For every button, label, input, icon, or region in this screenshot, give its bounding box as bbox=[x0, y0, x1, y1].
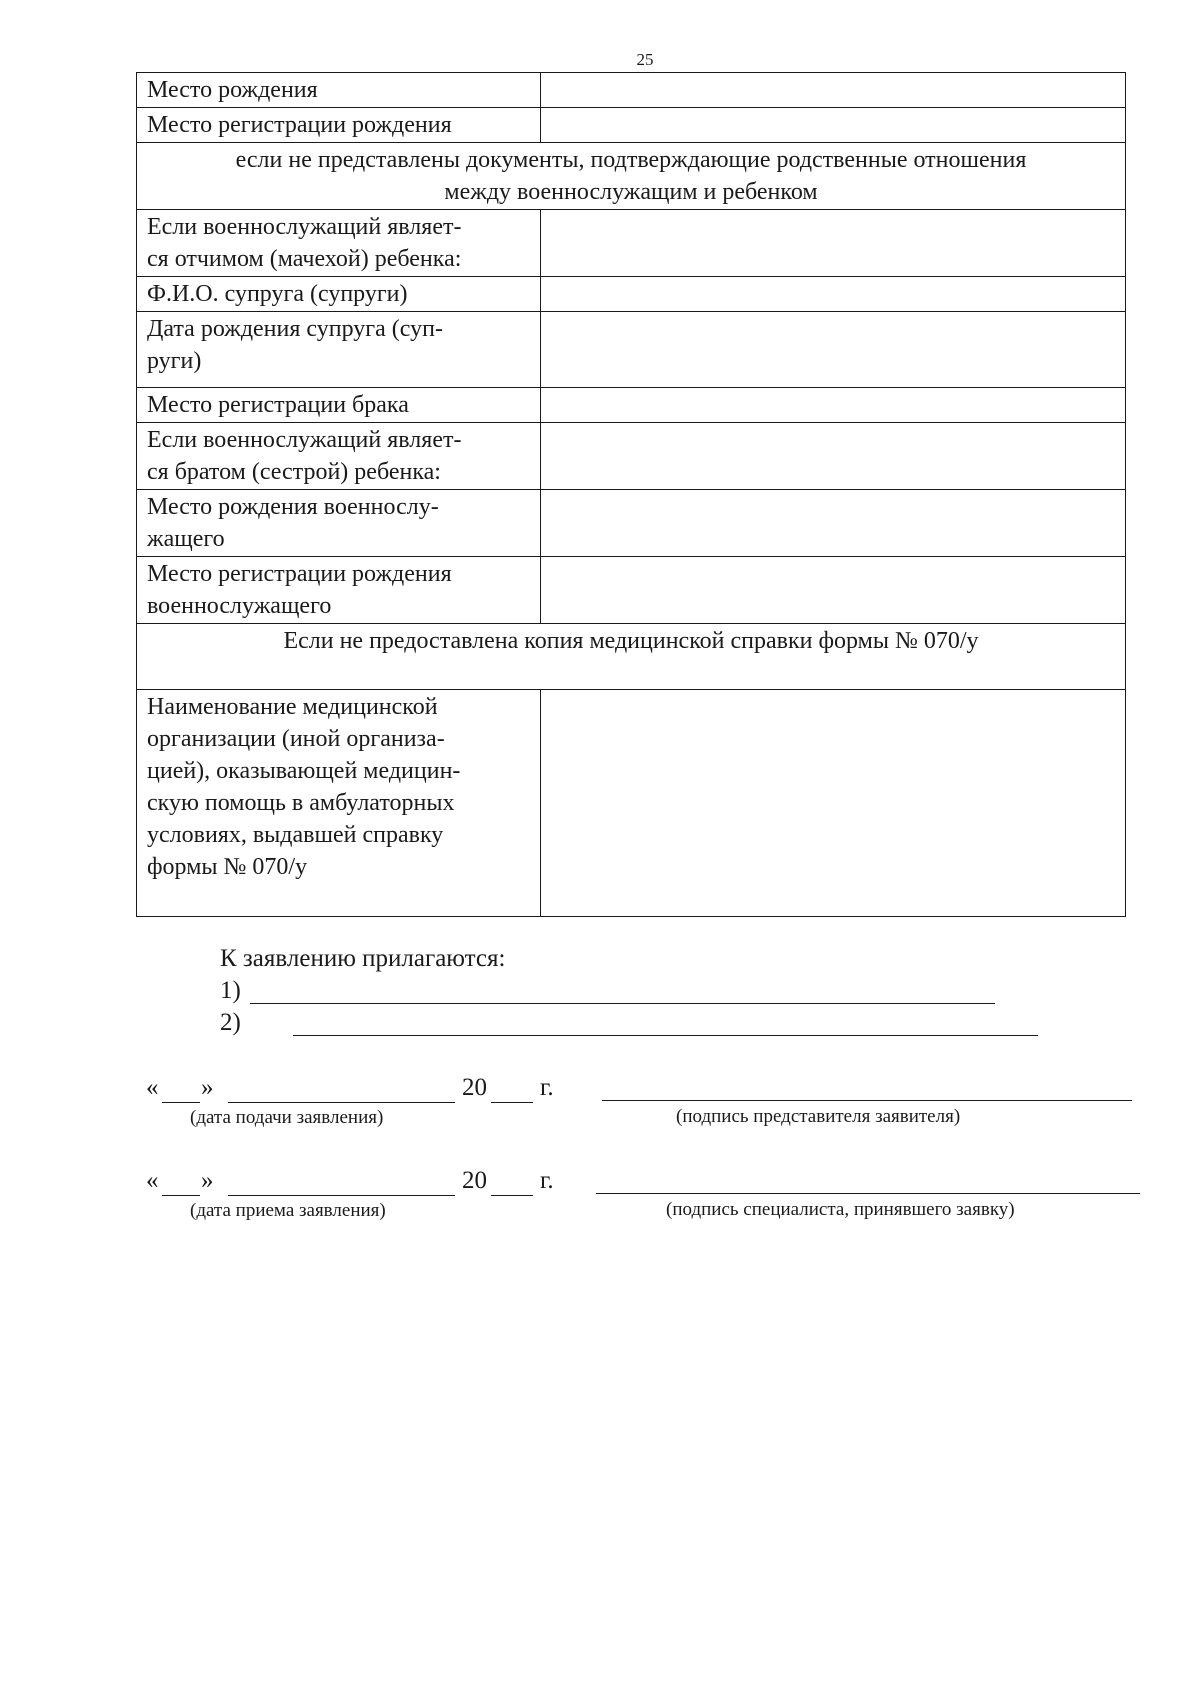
attachment-1-field[interactable] bbox=[250, 1003, 995, 1004]
field-value-cell[interactable] bbox=[541, 312, 1126, 388]
field-label-line: военнослужащего bbox=[147, 593, 332, 619]
section-heading-line: между военнослужащим и ребенком bbox=[444, 179, 818, 205]
field-label-line: формы № 070/у bbox=[147, 854, 308, 880]
submission-quote-open: « bbox=[146, 1074, 159, 1101]
table-row bbox=[137, 108, 1126, 143]
table-row bbox=[137, 490, 1126, 557]
field-label bbox=[137, 73, 541, 108]
field-label bbox=[137, 557, 541, 624]
field-value-cell[interactable] bbox=[541, 73, 1126, 108]
section-heading-line: Если не предоставлена копия медицинской справки формы № 070/у bbox=[283, 628, 979, 654]
acceptance-year-field[interactable] bbox=[491, 1195, 533, 1196]
table-row bbox=[137, 690, 1126, 917]
table-row bbox=[137, 277, 1126, 312]
field-label-line: Дата рождения супруга (суп- bbox=[147, 316, 443, 342]
field-value-cell[interactable] bbox=[541, 210, 1126, 277]
field-label bbox=[137, 312, 541, 388]
submission-month-field[interactable] bbox=[228, 1102, 455, 1103]
submission-quote-close: » bbox=[201, 1074, 214, 1101]
field-label bbox=[137, 277, 541, 312]
field-label bbox=[137, 388, 541, 423]
table-section-row bbox=[137, 624, 1126, 690]
field-label-line: Место рождения военнослу- bbox=[147, 494, 439, 520]
field-label-line: организации (иной организа- bbox=[147, 726, 445, 752]
section-heading bbox=[137, 624, 1126, 690]
page-number: 25 bbox=[636, 50, 654, 69]
field-label-line: Наименование медицинской bbox=[147, 694, 438, 720]
attachment-2-number: 2) bbox=[220, 1009, 241, 1036]
attachments-title: К заявлению прилагаются: bbox=[220, 945, 506, 972]
field-label-line: условиях, выдавшей справку bbox=[147, 822, 444, 848]
field-label bbox=[137, 423, 541, 490]
submission-year-suffix: г. bbox=[540, 1074, 554, 1101]
table-row bbox=[137, 388, 1126, 423]
submission-year-field[interactable] bbox=[491, 1102, 533, 1103]
field-label-line: Место регистрации рождения bbox=[147, 561, 452, 587]
field-label-line: Место регистрации рождения bbox=[147, 112, 452, 138]
acceptance-year-suffix: г. bbox=[540, 1167, 554, 1194]
field-value-cell[interactable] bbox=[541, 277, 1126, 312]
acceptance-date-caption: (дата приема заявления) bbox=[190, 1200, 386, 1221]
field-label-line: Место рождения bbox=[147, 77, 318, 103]
field-label-line: Место регистрации брака bbox=[147, 392, 409, 418]
field-value-cell[interactable] bbox=[541, 423, 1126, 490]
table-row bbox=[137, 312, 1126, 388]
field-label-line: жащего bbox=[147, 526, 225, 552]
submission-day-field[interactable] bbox=[162, 1102, 200, 1103]
field-label-line: ся братом (сестрой) ребенка: bbox=[147, 459, 441, 485]
acceptance-quote-open: « bbox=[146, 1167, 159, 1194]
field-value-cell[interactable] bbox=[541, 490, 1126, 557]
field-label-line: ся отчимом (мачехой) ребенка: bbox=[147, 246, 462, 272]
field-value-cell[interactable] bbox=[541, 690, 1126, 917]
attachment-1-number: 1) bbox=[220, 977, 241, 1004]
application-form-table bbox=[136, 72, 1126, 917]
table-row bbox=[137, 423, 1126, 490]
field-label bbox=[137, 490, 541, 557]
submission-signature-field[interactable] bbox=[602, 1100, 1132, 1101]
field-label bbox=[137, 210, 541, 277]
table-section-row bbox=[137, 143, 1126, 210]
acceptance-quote-close: » bbox=[201, 1167, 214, 1194]
section-heading-line: если не представлены документы, подтверждающие родственные отношения bbox=[235, 147, 1027, 173]
acceptance-year-prefix: 20 bbox=[462, 1167, 487, 1194]
field-label-line: руги) bbox=[147, 348, 202, 374]
field-label-line: Если военнослужащий являет- bbox=[147, 214, 462, 240]
submission-year-prefix: 20 bbox=[462, 1074, 487, 1101]
table-row bbox=[137, 73, 1126, 108]
acceptance-day-field[interactable] bbox=[162, 1195, 200, 1196]
field-label-line: Ф.И.О. супруга (супруги) bbox=[147, 281, 408, 307]
acceptance-signature-field[interactable] bbox=[596, 1193, 1140, 1194]
field-label-line: цией), оказывающей медицин- bbox=[147, 758, 461, 784]
field-label-line: Если военнослужащий являет- bbox=[147, 427, 462, 453]
attachment-2-field[interactable] bbox=[293, 1035, 1038, 1036]
acceptance-signature-caption: (подпись специалиста, принявшего заявку) bbox=[666, 1199, 1015, 1220]
field-value-cell[interactable] bbox=[541, 108, 1126, 143]
submission-date-caption: (дата подачи заявления) bbox=[190, 1107, 384, 1128]
section-heading bbox=[137, 143, 1126, 210]
field-value-cell[interactable] bbox=[541, 388, 1126, 423]
acceptance-month-field[interactable] bbox=[228, 1195, 455, 1196]
field-value-cell[interactable] bbox=[541, 557, 1126, 624]
submission-signature-caption: (подпись представителя заявителя) bbox=[676, 1106, 961, 1127]
field-label bbox=[137, 108, 541, 143]
field-label-line: скую помощь в амбулаторных bbox=[147, 790, 455, 816]
field-label bbox=[137, 690, 541, 917]
table-row bbox=[137, 210, 1126, 277]
table-row bbox=[137, 557, 1126, 624]
